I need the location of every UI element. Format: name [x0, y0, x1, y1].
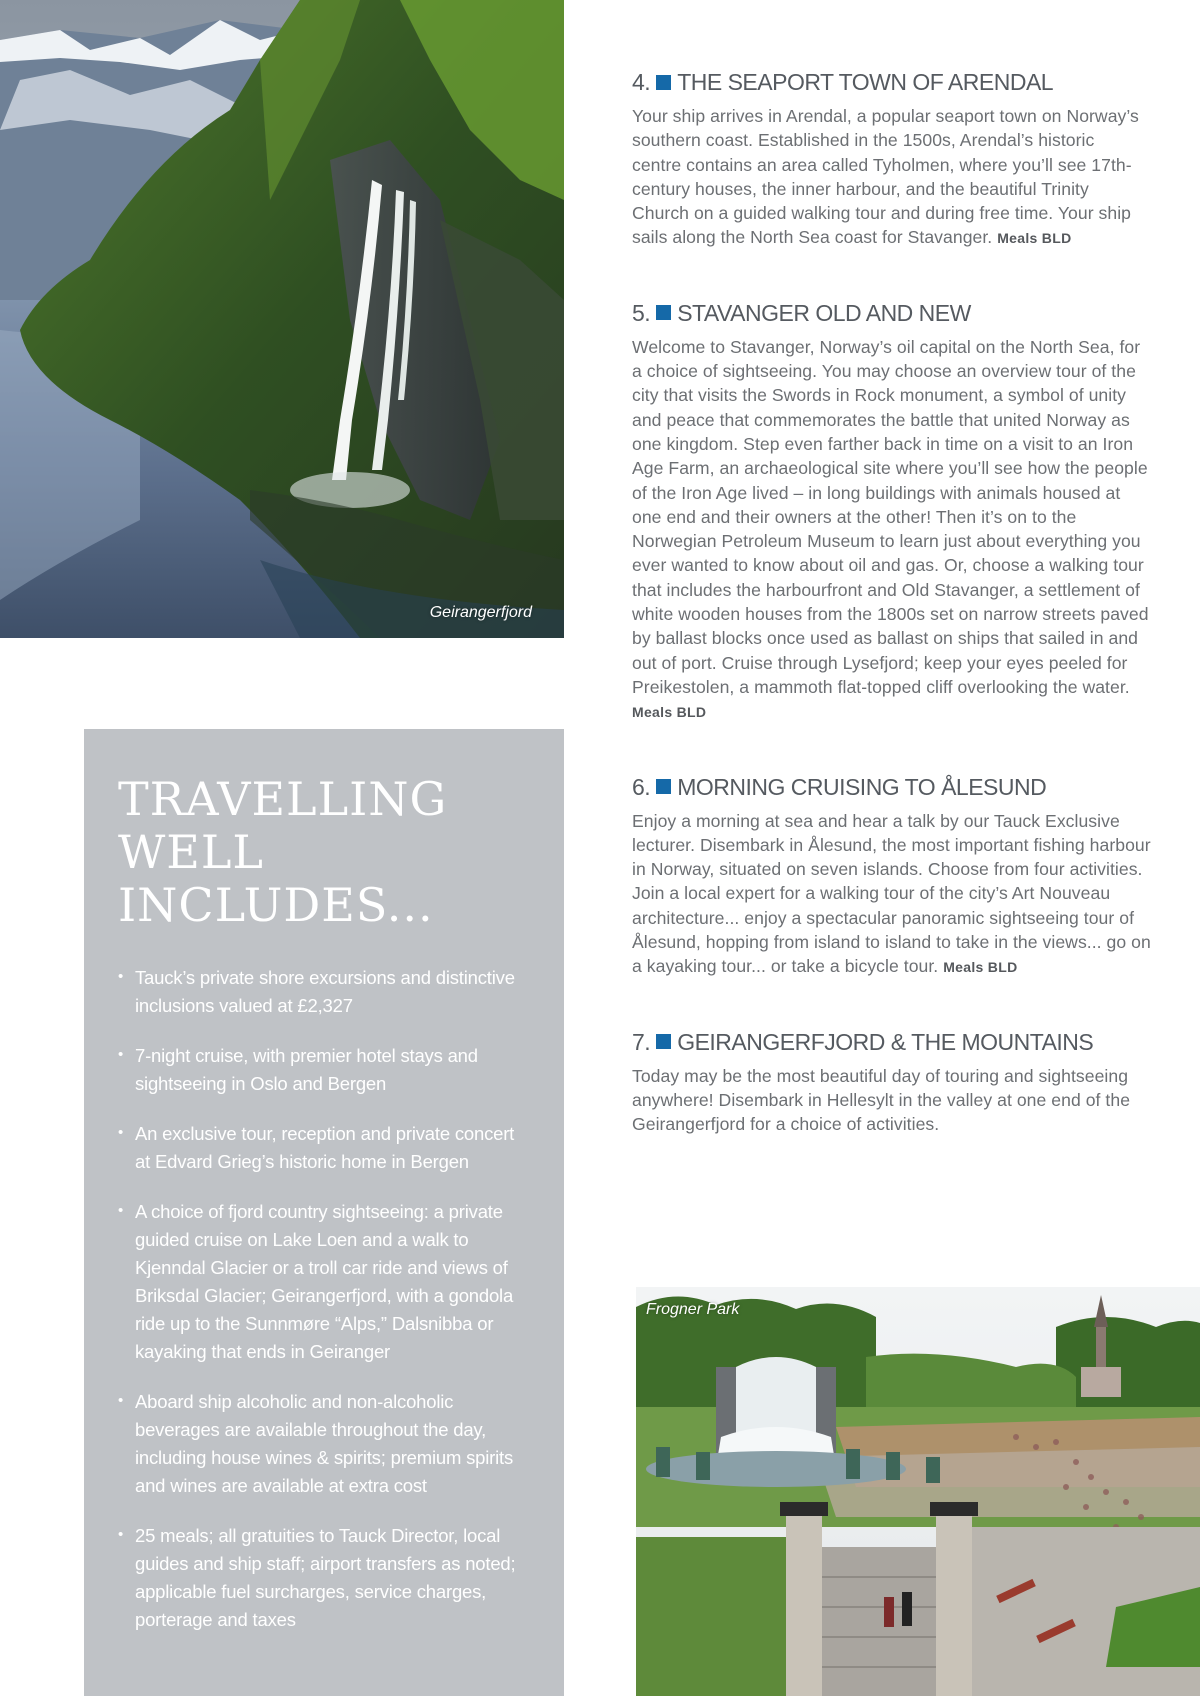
day-7-section: [632, 1026, 1152, 1137]
day-marker-square-icon: [656, 1034, 671, 1049]
inclusion-item: • An exclusive tour, reception and private concert at Edvard Grieg’s historic home in Bergen: [118, 1120, 530, 1176]
day-number: 6.: [632, 773, 651, 800]
day-5-heading: [632, 297, 1152, 329]
meals-label: Meals BLD: [997, 230, 1072, 247]
day-7-description: [632, 1064, 1152, 1137]
meals-label: Meals BLD: [632, 704, 707, 721]
inclusion-item: • Aboard ship alcoholic and non-alcoholic beverages are available throughout the day, including house wines & spirits; premium spirits and wines are available at extra cost: [118, 1388, 530, 1500]
travelling-well-box: [84, 729, 564, 1696]
meals-label: Meals BLD: [943, 959, 1018, 976]
day-6-description: [632, 809, 1152, 980]
inclusions-list: [118, 964, 530, 1634]
day-body-text: Welcome to Stavanger, Norway’s oil capital on the North Sea, for a choice of sightseeing. You may choose an overview tour of the city that visits the Swords in Rock monument, a symbol of unity and peace that commemorates the battle that united Norway as one kingdom. Step even farther back in time on a visit to an Iron Age Farm, an archaeological site where you’ll see how the people of the Iron Age lived – in long buildings with animals housed at one end and their owners at the other! Then it’s on to the Norwegian Petroleum Museum to learn just about everything you ever wanted to know about oil and gas. Or, choose a walking tour that includes the harbourfront and Old Stavanger, a settlement of white wooden houses from the 1800s set on narrow streets paved by ballast blocks once used as ballast on ships that sailed in and out of port. Cruise through Lysefjord; keep your eyes peeled for Preikestolen, a mammoth flat-topped cliff overlooking the water.: [632, 336, 1149, 697]
day-body-text: Your ship arrives in Arendal, a popular seaport town on Norway’s southern coast. Established in the 1500s, Arendal’s historic centre contains an area called Tyholmen, where you’ll see 17th-century houses, the inner harbour, and the beautiful Trinity Church on a guided walking tour and during free time. Your ship sails along the North Sea coast for Stavanger.: [632, 106, 1139, 248]
day-marker-square-icon: [656, 305, 671, 320]
day-4-heading: [632, 66, 1152, 98]
day-title: GEIRANGERFJORD & THE MOUNTAINS: [677, 1028, 1094, 1055]
day-5-description: [632, 335, 1152, 725]
inclusion-item: • 7-night cruise, with premier hotel stays and sightseeing in Oslo and Bergen: [118, 1042, 530, 1098]
day-4-description: [632, 104, 1142, 251]
day-marker-square-icon: [656, 75, 671, 90]
day-6-section: [632, 771, 1152, 980]
day-6-heading: [632, 771, 1152, 803]
fjord-caption: Geirangerfjord: [429, 604, 532, 621]
day-marker-square-icon: [656, 779, 671, 794]
geirangerfjord-photo: [0, 0, 564, 638]
park-caption: Frogner Park: [646, 1301, 740, 1318]
day-5-section: [632, 297, 1152, 725]
travelling-well-title: TRAVELLING WELL INCLUDES...: [118, 772, 448, 932]
day-number: 4.: [632, 69, 651, 95]
day-number: 7.: [632, 1028, 651, 1055]
inclusion-item: • 25 meals; all gratuities to Tauck Director, local guides and ship staff; airport transfers as noted; applicable fuel surcharges, service charges, porterage and taxes: [118, 1522, 530, 1634]
geirangerfjord-illustration: [0, 0, 564, 638]
day-7-heading: [632, 1026, 1152, 1058]
frogner-park-illustration: [636, 1287, 1200, 1696]
day-title: STAVANGER OLD AND NEW: [677, 299, 971, 326]
day-title: MORNING CRUISING TO ÅLESUND: [677, 773, 1047, 800]
frogner-park-photo: [636, 1287, 1200, 1696]
itinerary-column: [632, 66, 1152, 1137]
day-body-text: Enjoy a morning at sea and hear a talk by our Tauck Exclusive lecturer. Disembark in Ålesund, the most important fishing harbour in Norway, situated on seven islands. Choose from four activities. Join a local expert for a walking tour of the city’s Art Nouveau architecture... enjoy a spectacular panoramic sightseeing tour of Ålesund, hopping from island to island to take in the views... go on a kayaking tour... or take a bicycle tour.: [632, 810, 1151, 977]
day-title: THE SEAPORT TOWN OF ARENDAL: [677, 69, 1054, 95]
day-number: 5.: [632, 299, 651, 326]
day-4-section: [632, 66, 1152, 251]
inclusion-item: • A choice of fjord country sightseeing: a private guided cruise on Lake Loen and a walk to Kjenndal Glacier or a troll car ride and views of Briksdal Glacier; Geirangerfjord, with a gondola ride up to the Sunnmøre “Alps,” Dalsnibba or kayaking that ends in Geiranger: [118, 1198, 530, 1366]
day-body-text: Today may be the most beautiful day of touring and sightseeing anywhere! Disembark in Hellesylt in the valley at one end of the Geirangerfjord for a choice of activities.: [632, 1065, 1131, 1135]
inclusion-item: • Tauck’s private shore excursions and distinctive inclusions valued at £2,327: [118, 964, 530, 1020]
